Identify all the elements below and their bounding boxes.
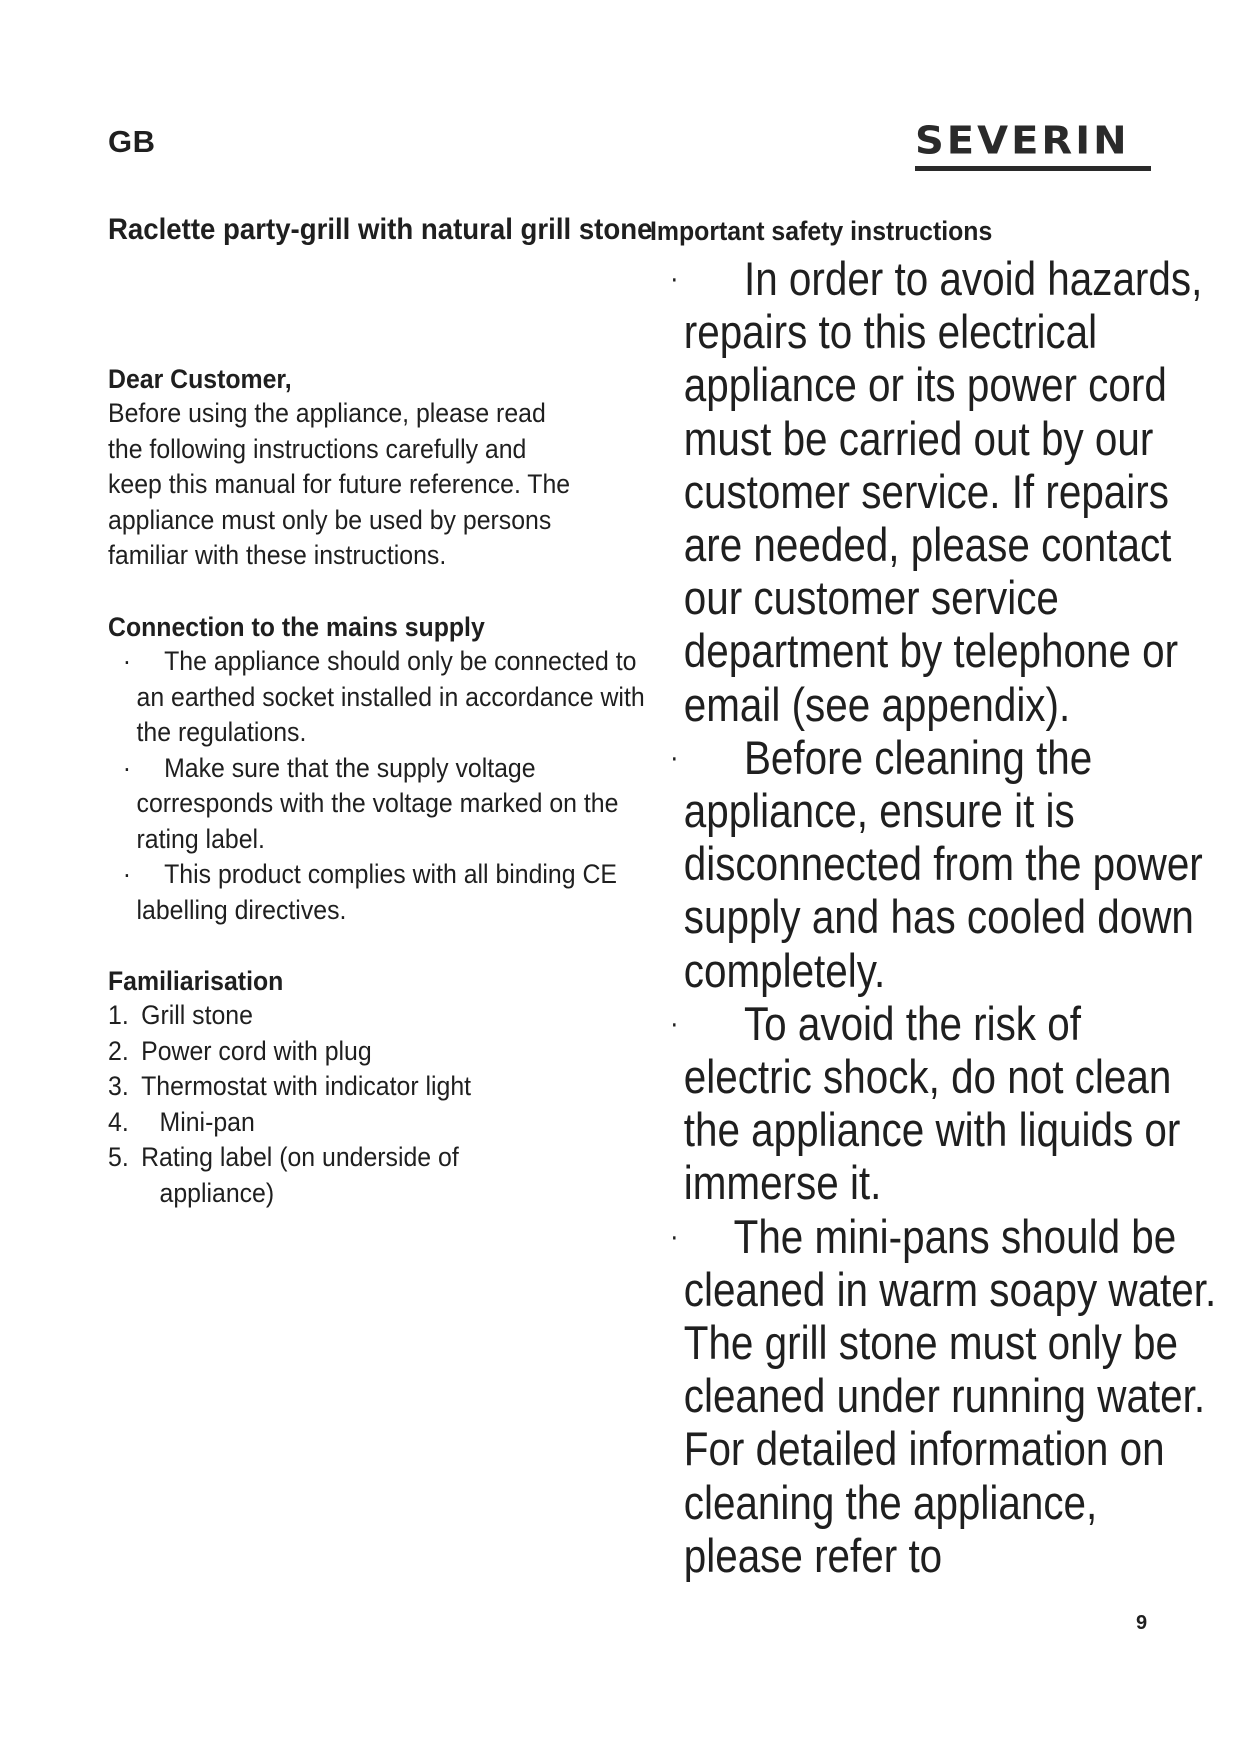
greeting-heading: Dear Customer, <box>108 364 292 394</box>
brand-logo-text: SEVERIN <box>915 119 1130 163</box>
title-block <box>108 210 653 250</box>
connection-section <box>108 610 668 928</box>
language-code: GB <box>108 124 156 159</box>
list-item-text: In order to avoid hazards, repairs to this electrical appliance or its power cord must be carried out by our customer service. If repairs are needed, please contact our customer service department by telephone or email (see appendix). <box>683 252 1203 731</box>
bullet-icon: · <box>670 1006 679 1040</box>
page-number: 9 <box>1136 1612 1148 1634</box>
connection-heading: Connection to the mains supply <box>108 612 485 642</box>
connection-list <box>108 644 668 928</box>
item-label: Rating label (on underside of <box>141 1142 459 1172</box>
list-item <box>108 998 623 1034</box>
list-item <box>108 1034 623 1070</box>
item-number: 2. <box>108 1035 129 1066</box>
list-item <box>108 1105 623 1141</box>
bullet-icon: · <box>670 1219 679 1253</box>
item-number: 1. <box>108 1000 129 1030</box>
list-item <box>670 731 1217 997</box>
familiarisation-section <box>108 964 668 1211</box>
item-label-continued: appliance) <box>159 1177 275 1208</box>
safety-heading: Important safety instructions <box>650 216 993 246</box>
list-item <box>108 644 670 751</box>
list-item <box>108 857 670 928</box>
list-item-text: This product complies with all binding CE labelling directives. <box>136 859 617 925</box>
list-item-text: Before cleaning the appliance, ensure it is disconnected from the power supply and has cooled down completely. <box>683 730 1203 997</box>
parts-list <box>108 998 668 1211</box>
list-item-text: The appliance should only be connected to an earthed socket installed in accordance with the regulations. <box>136 646 645 747</box>
item-number: 5. <box>108 1142 129 1172</box>
page-title: Raclette party-grill with natural grill stone <box>108 213 653 246</box>
greeting-text: Before using the appliance, please read the following instructions carefully and keep this manual for future reference. The appliance must only be used by persons familiar with these instructions. <box>108 398 571 570</box>
list-item-text: Make sure that the supply voltage corresponds with the voltage marked on the rating label. <box>136 752 619 854</box>
bullet-icon: · <box>122 752 131 783</box>
brand-logo <box>915 120 1151 171</box>
list-item <box>108 1069 623 1105</box>
item-number: 4. <box>108 1106 129 1137</box>
bullet-icon: · <box>122 859 131 889</box>
list-item-text: To avoid the risk of electric shock, do not clean the appliance with liquids or immerse it. <box>683 996 1181 1210</box>
greeting-section <box>108 362 668 574</box>
list-item <box>670 1210 1217 1582</box>
list-item-text: The mini-pans should be cleaned in warm soapy water. The grill stone must only be cleaned under running water. For detailed information on cleaning the appliance, please refer to <box>683 1209 1217 1582</box>
list-item <box>670 252 1217 731</box>
bullet-icon: · <box>670 740 679 774</box>
bullet-icon: · <box>670 262 679 295</box>
list-item <box>108 751 670 858</box>
list-item <box>108 1140 623 1211</box>
item-label: Power cord with plug <box>141 1035 372 1066</box>
safety-list <box>670 252 1230 1582</box>
item-label: Grill stone <box>141 1000 253 1030</box>
item-label: Mini-pan <box>159 1106 255 1137</box>
list-item <box>670 997 1217 1210</box>
item-label: Thermostat with indicator light <box>141 1071 472 1101</box>
item-number: 3. <box>108 1071 129 1101</box>
bullet-icon: · <box>122 646 131 676</box>
brand-logo-underline <box>915 166 1151 171</box>
familiarisation-heading: Familiarisation <box>108 966 284 996</box>
